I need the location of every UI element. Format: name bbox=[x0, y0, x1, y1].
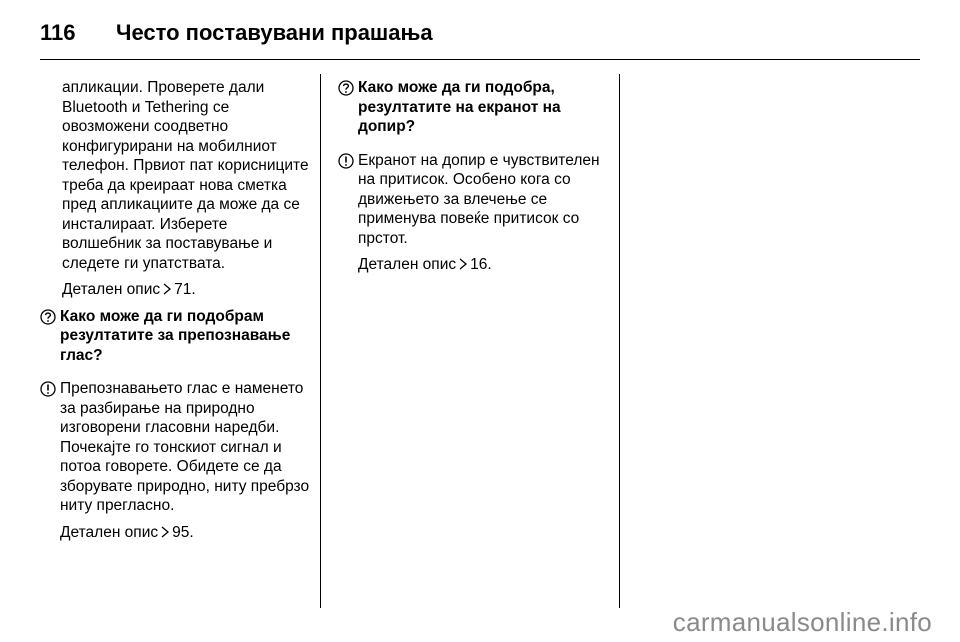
arrow-right-icon bbox=[158, 524, 172, 541]
arrow-right-icon bbox=[160, 281, 174, 298]
question-text: Како може да ги подобрам резултатите за препознавање глас? bbox=[60, 307, 291, 364]
page-header bbox=[40, 20, 433, 50]
answer-text: Екранот на допир е чувствителен на притисок. Особено кога со движењето за влечење се применува повеќе притисок со прстот. bbox=[358, 151, 600, 247]
reference-line bbox=[60, 523, 310, 543]
exclamation-circle-icon bbox=[338, 151, 358, 282]
column-divider bbox=[619, 74, 620, 608]
middle-column bbox=[338, 78, 620, 289]
column-divider bbox=[320, 74, 321, 608]
watermark: carmanualsonline.info bbox=[672, 607, 932, 637]
faq-answer bbox=[40, 379, 310, 549]
page-number: 116 bbox=[40, 20, 76, 45]
page-title: Често поставувани прашања bbox=[116, 20, 433, 45]
faq-question bbox=[40, 307, 310, 373]
page-reference-link[interactable]: 71. bbox=[174, 281, 196, 298]
page-reference-link[interactable]: 16. bbox=[470, 256, 492, 273]
reference-line bbox=[358, 255, 620, 275]
faq-question bbox=[338, 78, 620, 144]
reference-label: Детален опис bbox=[358, 256, 457, 273]
exclamation-circle-icon bbox=[40, 379, 60, 549]
question-circle-icon bbox=[338, 78, 358, 144]
intro-paragraph: апликации. Проверете дали Bluetooth и Tethering се овозможени соодветно конфигурирани на мобилниот телефон. Првиот пат корисниците треба да креираат нова сметка пред апликациите да може да се инсталираат. Изберете волшебник за поставување и следете ги упатствата. bbox=[62, 79, 309, 272]
reference-label: Детален опис bbox=[62, 281, 161, 298]
arrow-right-icon bbox=[456, 256, 470, 273]
faq-answer bbox=[338, 151, 620, 282]
question-circle-icon bbox=[40, 307, 60, 373]
reference-line bbox=[62, 280, 310, 300]
reference-label: Детален опис bbox=[60, 523, 159, 541]
header-rule bbox=[40, 59, 920, 60]
left-column bbox=[62, 78, 310, 556]
page-reference-link[interactable]: 95. bbox=[172, 523, 194, 541]
answer-text: Препознавањето глас е наменето за разбирање на природно изговорени гласовни наредби. Почекајте го тонскиот сигнал и потоа говорете. Обидете се да зборувате природно, ниту пребрзо ниту прегласно. bbox=[60, 380, 310, 514]
question-text: Како може да ги подобра, резултатите на екранот на допир? bbox=[358, 79, 561, 135]
